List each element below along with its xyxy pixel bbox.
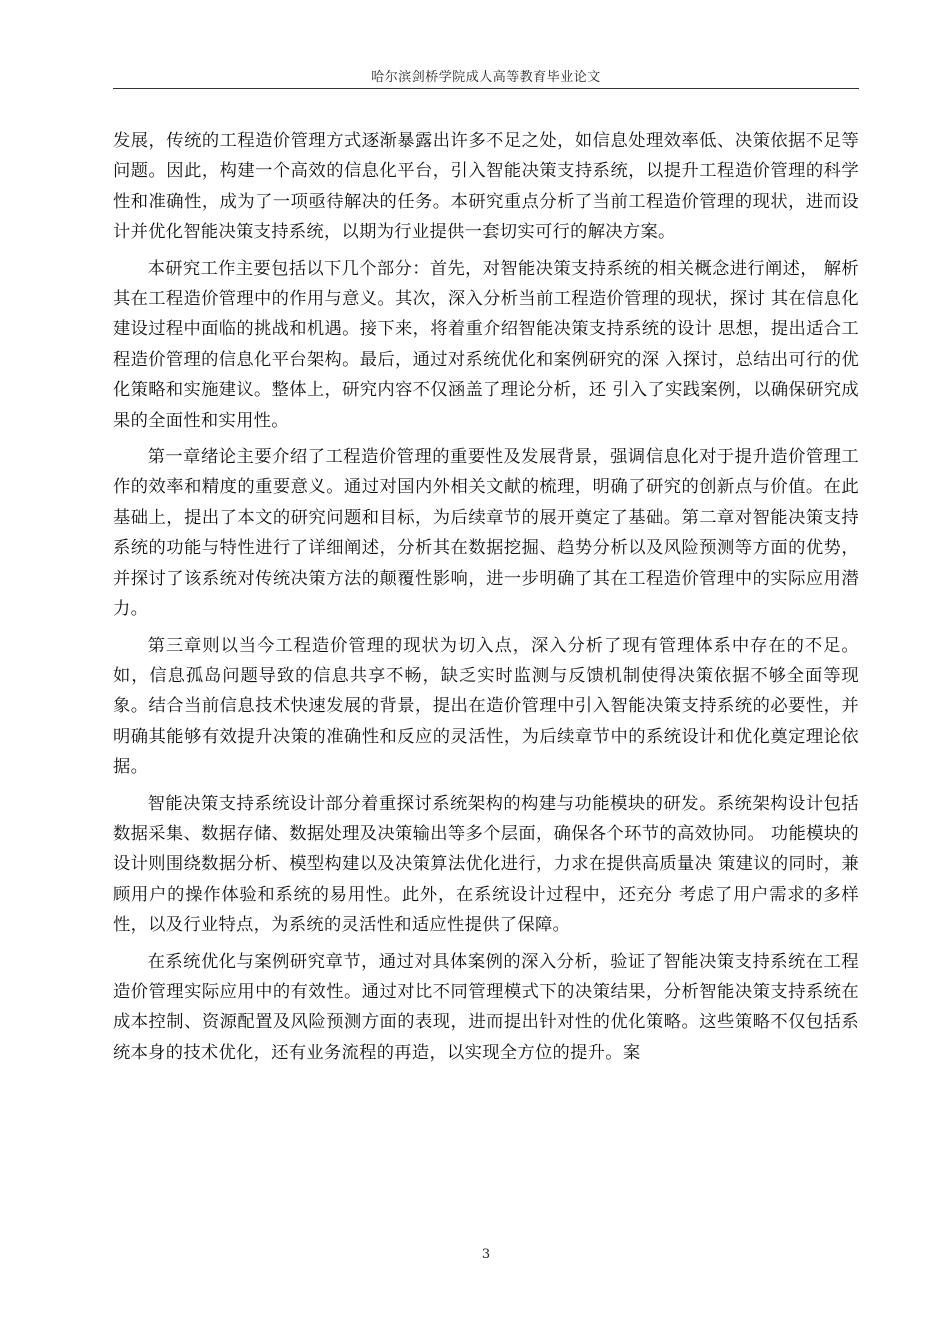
document-body (113, 126, 859, 1074)
paragraph-system-design: 智能决策支持系统设计部分着重探讨系统架构的构建与功能模块的研发。系统架构设计包括数据采集、数据存储、数据处理及决策输出等多个层面，确保各个环节的高效协同。 功能模块的设计则围绕数据分析、模型构建以及决策算法优化进行，力求在提供高质量决 策建议的同时，兼顾用户的操作体验和系统的易用性。此外，在系统设计过程中，还充分 考虑了用户需求的多样性，以及行业特点，为系统的灵活性和适应性提供了保障。 (113, 793, 859, 936)
paragraph-chapter-one-two: 第一章绪论主要介绍了工程造价管理的重要性及发展背景，强调信息化对于提升造价管理工作的效率和精度的重要意义。通过对国内外相关文献的梳理，明确了研究的创新点与价值。在此基础上，提出了本文的研究问题和目标，为后续章节的展开奠定了基础。第二章对智能决策支持系统的功能与特性进行了详细阐述，分析其在数据挖掘、趋势分析以及风险预测等方面的优势，并探讨了该系统对传统决策方法的颠覆性影响，进一步明确了其在工程造价管理中的实际应用潜力。 (113, 447, 859, 620)
paragraph-research-overview: 本研究工作主要包括以下几个部分：首先，对智能决策支持系统的相关概念进行阐述， 解析其在工程造价管理中的作用与意义。其次，深入分析当前工程造价管理的现状，探讨 其在信息化建设过程中面临的挑战和机遇。接下来，将着重介绍智能决策支持系统的设计 思想，提出适合工程造价管理的信息化平台架构。最后，通过对系统优化和案例研究的深 入探讨，总结出可行的优化策略和实施建议。整体上，研究内容不仅涵盖了理论分析，还 引入了实践案例，以确保研究成果的全面性和实用性。 (113, 258, 859, 431)
page-number: 3 (481, 1247, 491, 1262)
header-divider (113, 88, 859, 89)
page-header-title: 哈尔滨剑桥学院成人高等教育毕业论文 (371, 70, 601, 85)
paragraph-continuation: 发展，传统的工程造价管理方式逐渐暴露出许多不足之处，如信息处理效率低、决策依据不足等问题。因此，构建一个高效的信息化平台，引入智能决策支持系统，以提升工程造价管理的科学性和准确性，成为了一项亟待解决的任务。本研究重点分析了当前工程造价管理的现状，进而设计并优化智能决策支持系统，以期为行业提供一套切实可行的解决方案。 (113, 131, 859, 243)
paragraph-chapter-three: 第三章则以当今工程造价管理的现状为切入点，深入分析了现有管理体系中存在的不足。如，信息孤岛问题导致的信息共享不畅，缺乏实时监测与反馈机制使得决策依据不够全面等现象。结合当前信息技术快速发展的背景，提出在造价管理中引入智能决策支持系统的必要性，并明确其能够有效提升决策的准确性和反应的灵活性，为后续章节中的系统设计和优化奠定理论依据。 (113, 635, 859, 778)
paragraph-optimization-case-study: 在系统优化与案例研究章节，通过对具体案例的深入分析，验证了智能决策支持系统在工程造价管理实际应用中的有效性。通过对比不同管理模式下的决策结果，分析智能决策支持系统在成本控制、资源配置及风险预测方面的表现，进而提出针对性的优化策略。这些策略不仅包括系统本身的技术优化，还有业务流程的再造，以实现全方位的提升。案 (113, 951, 859, 1063)
